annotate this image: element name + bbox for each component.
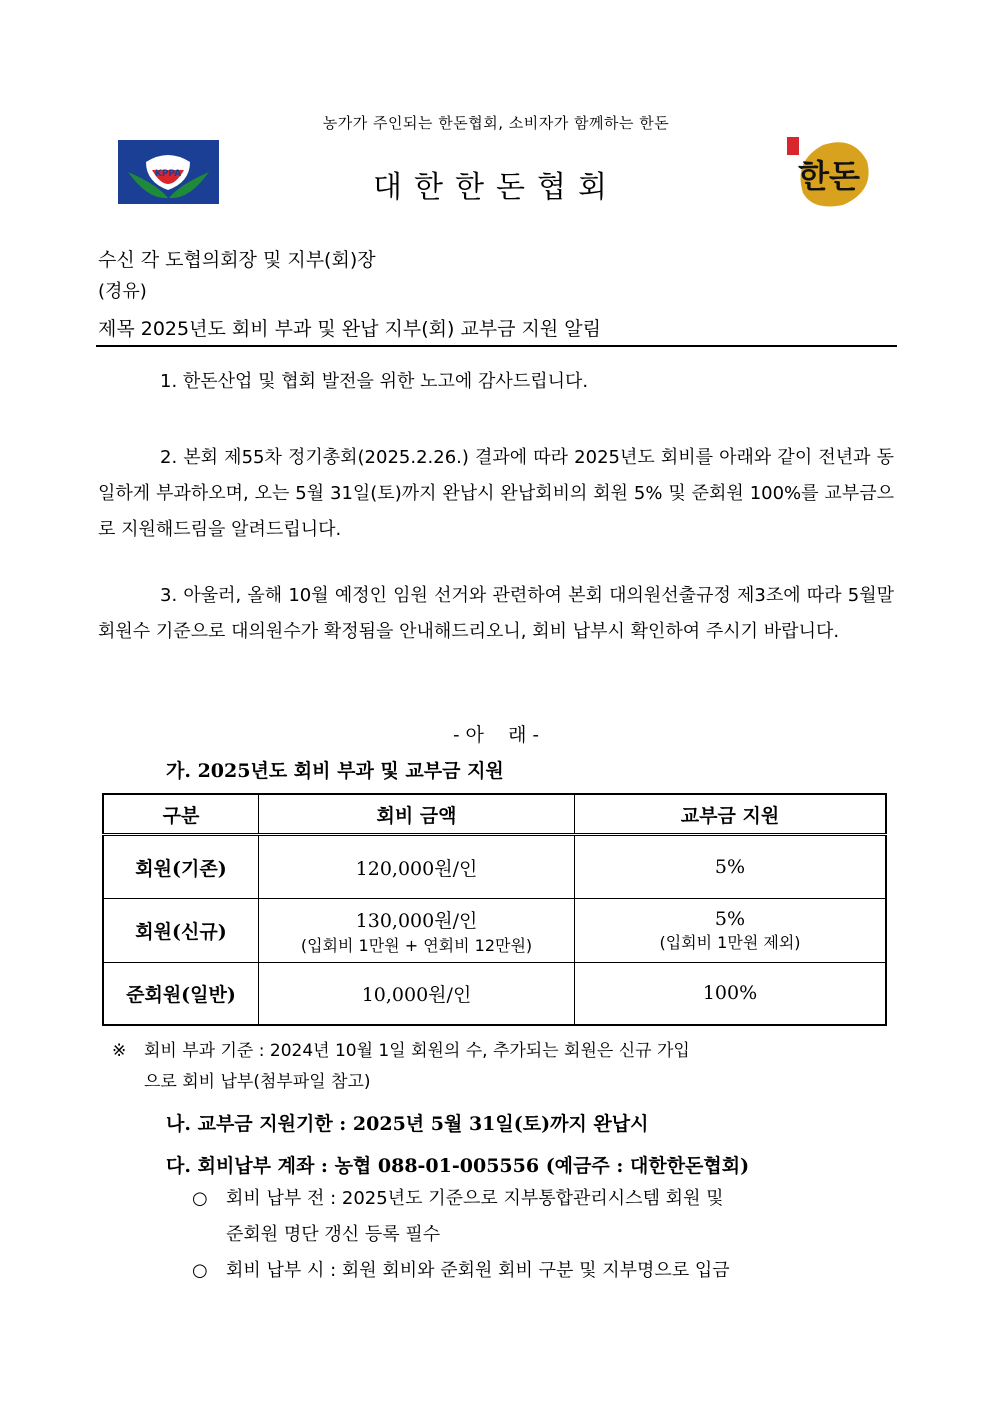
bullet-1-line-2: 준회원 명단 갱신 등록 필수 <box>226 1224 441 1245</box>
bullet-1-line-1: 회비 납부 전 : 2025년도 기준으로 지부통합관리시스템 회원 및 <box>226 1188 724 1209</box>
note-mark: ※ <box>112 1041 127 1061</box>
table-cell-fee-note: (입회비 1만원 + 연회비 12만원) <box>300 935 533 955</box>
table-cell-subsidy: 5% <box>714 908 746 930</box>
table-header: 교부금 지원 <box>575 794 887 835</box>
table-cell-fee: 120,000원/인 <box>259 835 575 899</box>
paragraph-1-text: 1. 한돈산업 및 협회 발전을 위한 노고에 감사드립니다. <box>160 371 589 392</box>
recipient-line: 수신 각 도협의회장 및 지부(회)장 <box>98 249 376 271</box>
subject-line: 제목 2025년도 회비 부과 및 완납 지부(회) 교부금 지원 알림 <box>98 318 601 340</box>
table-header: 회비 금액 <box>259 794 575 835</box>
section-a-title: 가. 2025년도 회비 부과 및 교부금 지원 <box>166 760 504 782</box>
table-cell-category: 회원(기존) <box>103 835 259 899</box>
fee-table <box>102 793 887 1026</box>
table-cell-subsidy-note: (입회비 1만원 제외) <box>659 933 801 952</box>
table-cell-subsidy-group <box>575 899 887 963</box>
table-cell-subsidy: 5% <box>575 835 887 899</box>
table-cell-fee-group <box>259 899 575 963</box>
table-cell-subsidy: 100% <box>575 963 887 1025</box>
org-name: 대한한돈협회 <box>373 170 619 205</box>
handon-logo <box>783 131 875 211</box>
below-heading: - 아 래 - <box>453 724 539 746</box>
table-header: 구분 <box>103 794 259 835</box>
table-cell-fee: 130,000원/인 <box>355 909 478 932</box>
section-b-title: 나. 교부금 지원기한 : 2025년 5월 31일(토)까지 완납시 <box>166 1113 649 1135</box>
note-line-1: 회비 부과 기준 : 2024년 10월 1일 회원의 수, 추가되는 회원은 신규 가입 <box>144 1041 690 1061</box>
kppa-logo-text: KPPA <box>154 169 182 179</box>
table-cell-category: 회원(신규) <box>103 899 259 963</box>
table-cell-category: 준회원(일반) <box>103 963 259 1025</box>
slogan: 농가가 주인되는 한돈협회, 소비자가 함께하는 한돈 <box>322 114 670 132</box>
paragraph-1 <box>98 364 894 400</box>
note-line-2: 으로 회비 납부(첨부파일 참고) <box>144 1072 371 1092</box>
paragraph-3-text: 3. 아울러, 올해 10월 예정인 임원 선거와 관련하여 본회 대의원선출규정 제3조에 따라 5월말 회원수 기준으로 대의원수가 확정됨을 안내해드리오니, 회비 납부시 확인하여 주시기 바랍니다. <box>98 585 894 642</box>
table-header-row <box>103 794 886 835</box>
table-cell-fee: 10,000원/인 <box>259 963 575 1025</box>
paragraph-2 <box>98 440 894 548</box>
table-row <box>103 835 886 899</box>
bullet-2-mark: ○ <box>192 1260 208 1281</box>
section-c-title: 다. 회비납부 계좌 : 농협 088-01-005556 (예금주 : 대한한돈협회) <box>166 1155 750 1177</box>
header-divider <box>96 345 897 347</box>
paragraph-2-text: 2. 본회 제55차 정기총회(2025.2.26.) 결과에 따라 2025년도 회비를 아래와 같이 전년과 동일하게 부과하오며, 오는 5월 31일(토)까지 완납시 완납회비의 회원 5% 및 준회원 100%를 교부금으로 지원해드림을 알려드립니다. <box>98 447 894 540</box>
table-row <box>103 899 886 963</box>
handon-logo-text: 한돈 <box>798 157 860 195</box>
paragraph-3 <box>98 578 894 650</box>
via-line: (경유) <box>98 281 147 302</box>
bullet-2-line: 회비 납부 시 : 회원 회비와 준회원 회비 구분 및 지부명으로 입금 <box>226 1260 730 1281</box>
bullet-1-mark: ○ <box>192 1188 208 1209</box>
table-row <box>103 963 886 1025</box>
